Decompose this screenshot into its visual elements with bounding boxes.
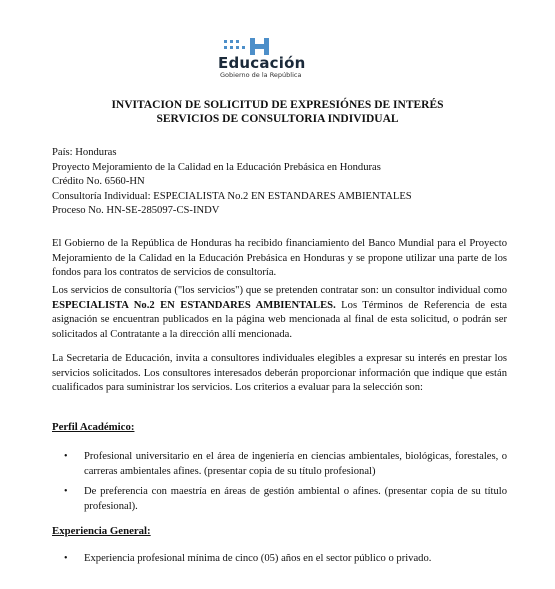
academic-profile-list [52, 450, 507, 520]
paragraph-services-start: Los servicios de consultoría ("los servicios") que se pretenden contratar son: un consultor individual como [52, 285, 507, 296]
list-item-text: Experiencia profesional mínima de cinco (05) años en el sector público o privado. [84, 553, 432, 564]
list-item [52, 450, 507, 479]
education-logo [218, 38, 338, 80]
document-title-line-2: SERVICIOS DE CONSULTORIA INDIVIDUAL [156, 113, 399, 125]
info-country: País: Honduras [52, 147, 117, 158]
paragraph-services [52, 284, 507, 342]
info-project: Proyecto Mejoramiento de la Calidad en la Educación Prebásica en Honduras [52, 161, 381, 173]
paragraph-services-position: ESPECIALISTA No.2 EN ESTANDARES AMBIENTALES. [52, 299, 336, 311]
list-item-text: Profesional universitario en el área de ingeniería en ciencias ambientales, biológicas, forestales, o carreras ambientales afines. (presentar copia de su título profesional) [84, 451, 507, 477]
list-item [52, 552, 507, 567]
paragraph-invitation: La Secretaria de Educación, invita a consultores individuales elegibles a expresar su interés en prestar los servicios solicitados. Los consultores interesados deberán proporcionar información que indique que están cualificados para suministrar los servicios. Los criterios a evaluar para la selección son: [52, 353, 507, 393]
general-experience-list [52, 552, 507, 573]
section-heading-academic-profile: Perfil Académico: [52, 421, 135, 433]
bullet-icon: • [64, 553, 68, 564]
project-info [52, 146, 507, 219]
paragraph-financing: El Gobierno de la República de Honduras ha recibido financiamiento del Banco Mundial para el Proyecto Mejoramiento de la Calidad en la Educación Prebásica en Honduras y se propone utilizar una parte de los fondos para los contratos de servicios de consultoría. [52, 238, 507, 278]
list-item-text: De preferencia con maestría en áreas de gestión ambiental o afines. (presentar copia de su título profesional). [84, 486, 507, 512]
document-title-line-1: INVITACION DE SOLICITUD DE EXPRESIÓNES DE INTERÉS [111, 99, 444, 111]
info-process: Proceso No. HN-SE-285097-CS-INDV [52, 205, 220, 216]
logo-wordmark: Educación [218, 54, 306, 72]
list-item [52, 485, 507, 514]
bullet-icon: • [64, 451, 68, 462]
paragraph-services-end: Los Términos de Referencia de esta asignación se encuentran publicados en la página web mencionada al final de esta solicitud, o podrán ser solicitados al Contratante a la dirección allí mencionada. [52, 299, 507, 340]
info-credit: Crédito No. 6560-HN [52, 176, 145, 187]
logo-subtitle: Gobierno de la República [220, 71, 302, 79]
info-consultancy: Consultoría Individual: ESPECIALISTA No.2 EN ESTANDARES AMBIENTALES [52, 190, 412, 202]
bullet-icon: • [64, 486, 68, 497]
section-heading-general-experience: Experiencia General: [52, 525, 151, 537]
